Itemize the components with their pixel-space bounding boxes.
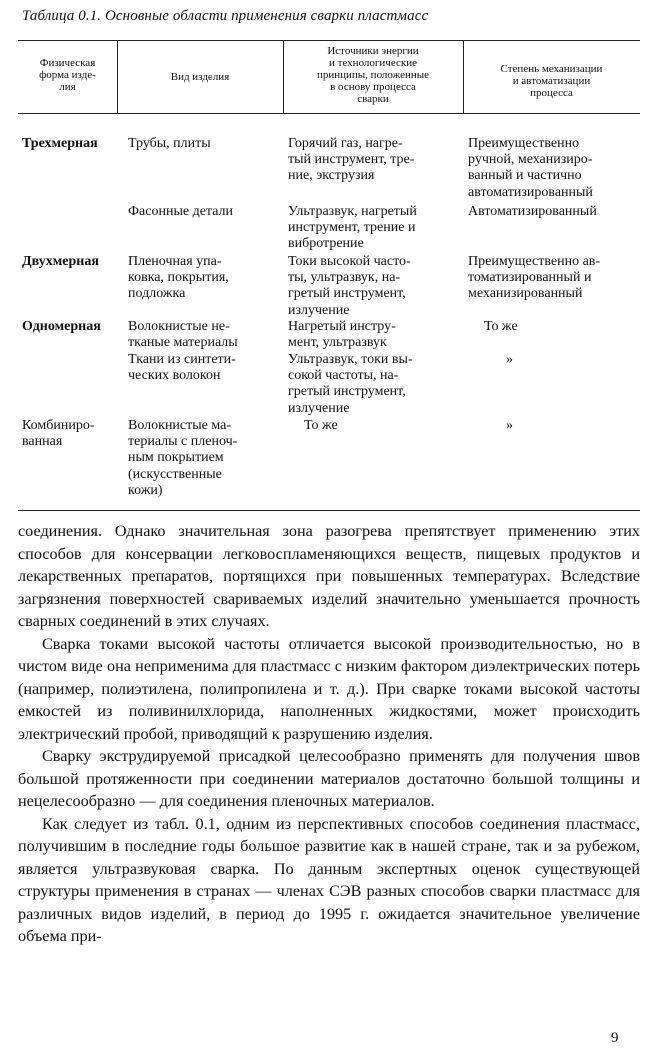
table-header-product: Вид изделия (170, 71, 230, 83)
table-cell-form: Одномерная (22, 319, 101, 334)
table-cell-energy: Токи высокой часто- ты, ультразвук, на- гретый инструмент, излучение (288, 254, 411, 318)
table-caption: Таблица 0.1. Основные области применения сварки пластмасс (22, 8, 429, 24)
table-cell-energy: Горячий газ, нагре- тый инструмент, тре- ние, экструзия (288, 136, 415, 184)
table-header-form: Физическая форма изде- лия (39, 57, 96, 93)
table-cell-product: Фасонные детали (128, 204, 234, 219)
table-cell-mechanization: То же (484, 319, 518, 334)
table-bottom-rule (18, 510, 640, 511)
table-cell-mechanization: » (506, 418, 513, 433)
table-header-energy: Источники энергии и технологические принципы, положенные в основу процесса сварки (316, 45, 430, 105)
paragraph: Сварка токами высокой частоты отличается высокой производительностью, но в чистом виде она неприменима для пластмасс с низким фактором диэлектрических потерь (например, полиэтилена, полипропилена и т. д.). При сварке токами высокой частоты емкостей из поливинилхлорида, наполненных жидкостями, может происходить электрический пробой, приводящий к разрушению изделия. (18, 634, 640, 743)
table-cell-energy: Нагретый инстру- мент, ультразвук (288, 319, 396, 351)
table-cell-form: Двухмерная (22, 254, 99, 269)
table-cell-form: Трехмерная (22, 136, 98, 151)
table-header-rule (18, 113, 640, 114)
paragraph: Как следует из табл. 0.1, одним из перспективных способов соединения пластмасс, получившим в последние годы большое развитие как в нашей стране, так и за рубежом, является ультразвуковая сварка. По данным экспертных оценок существующей структуры применения в странах — членах СЭВ разных способов сварки пластмасс для различных видов изделий, в период до 1995 г. ожидается значительное увеличение объема при- (18, 814, 640, 945)
table-cell-energy: То же (304, 418, 338, 433)
body-text (18, 520, 640, 948)
table-top-rule (18, 40, 640, 41)
table-cell-mechanization: Преимущественно ручной, механизиро- ванный и частично автоматизированный (468, 136, 593, 200)
table-header-mechanization: Степень механизации и автоматизации процесса (500, 63, 603, 99)
table-cell-product: Волокнистые ма- териалы с пленоч- ным покрытием (искусственные кожи) (128, 418, 238, 498)
table-cell-form: Комбиниро- ванная (22, 418, 95, 450)
page-number: 9 (611, 1030, 619, 1046)
table-cell-energy: Ультразвук, токи вы- сокой частоты, на- гретый инструмент, излучение (288, 352, 413, 416)
table-cell-product: Волокнистые не- тканые материалы (128, 319, 238, 351)
table-cell-mechanization: Преимущественно ав- томатизированный и механизированный (468, 254, 601, 302)
paragraph: соединения. Однако значительная зона разогрева препятствует применению этих способов для консервации легковоспламеняющихся веществ, пищевых продуктов и лекарственных препаратов, портящихся при повышенных температурах. Вследствие загрязнения поверхностей свариваемых изделий значительно уменьшается прочность сварных соединений в этих случаях. (18, 522, 640, 630)
table-cell-mechanization: » (506, 352, 513, 367)
table-cell-product: Ткани из синтети- ческих волокон (128, 352, 236, 384)
paragraph: Сварку экструдируемой присадкой целесообразно применять для получения швов большой протяженности при соединении материалов достаточно большой толщины и нецелесообразно — для соединения пленочных материалов. (18, 747, 640, 810)
table-cell-product: Трубы, плиты (128, 136, 211, 151)
table-cell-mechanization: Автоматизированный (468, 204, 597, 219)
table-cell-energy: Ультразвук, нагретый инструмент, трение и вибротрение (288, 204, 417, 252)
table-cell-product: Пленочная упа- ковка, покрытия, подложка (128, 254, 229, 302)
